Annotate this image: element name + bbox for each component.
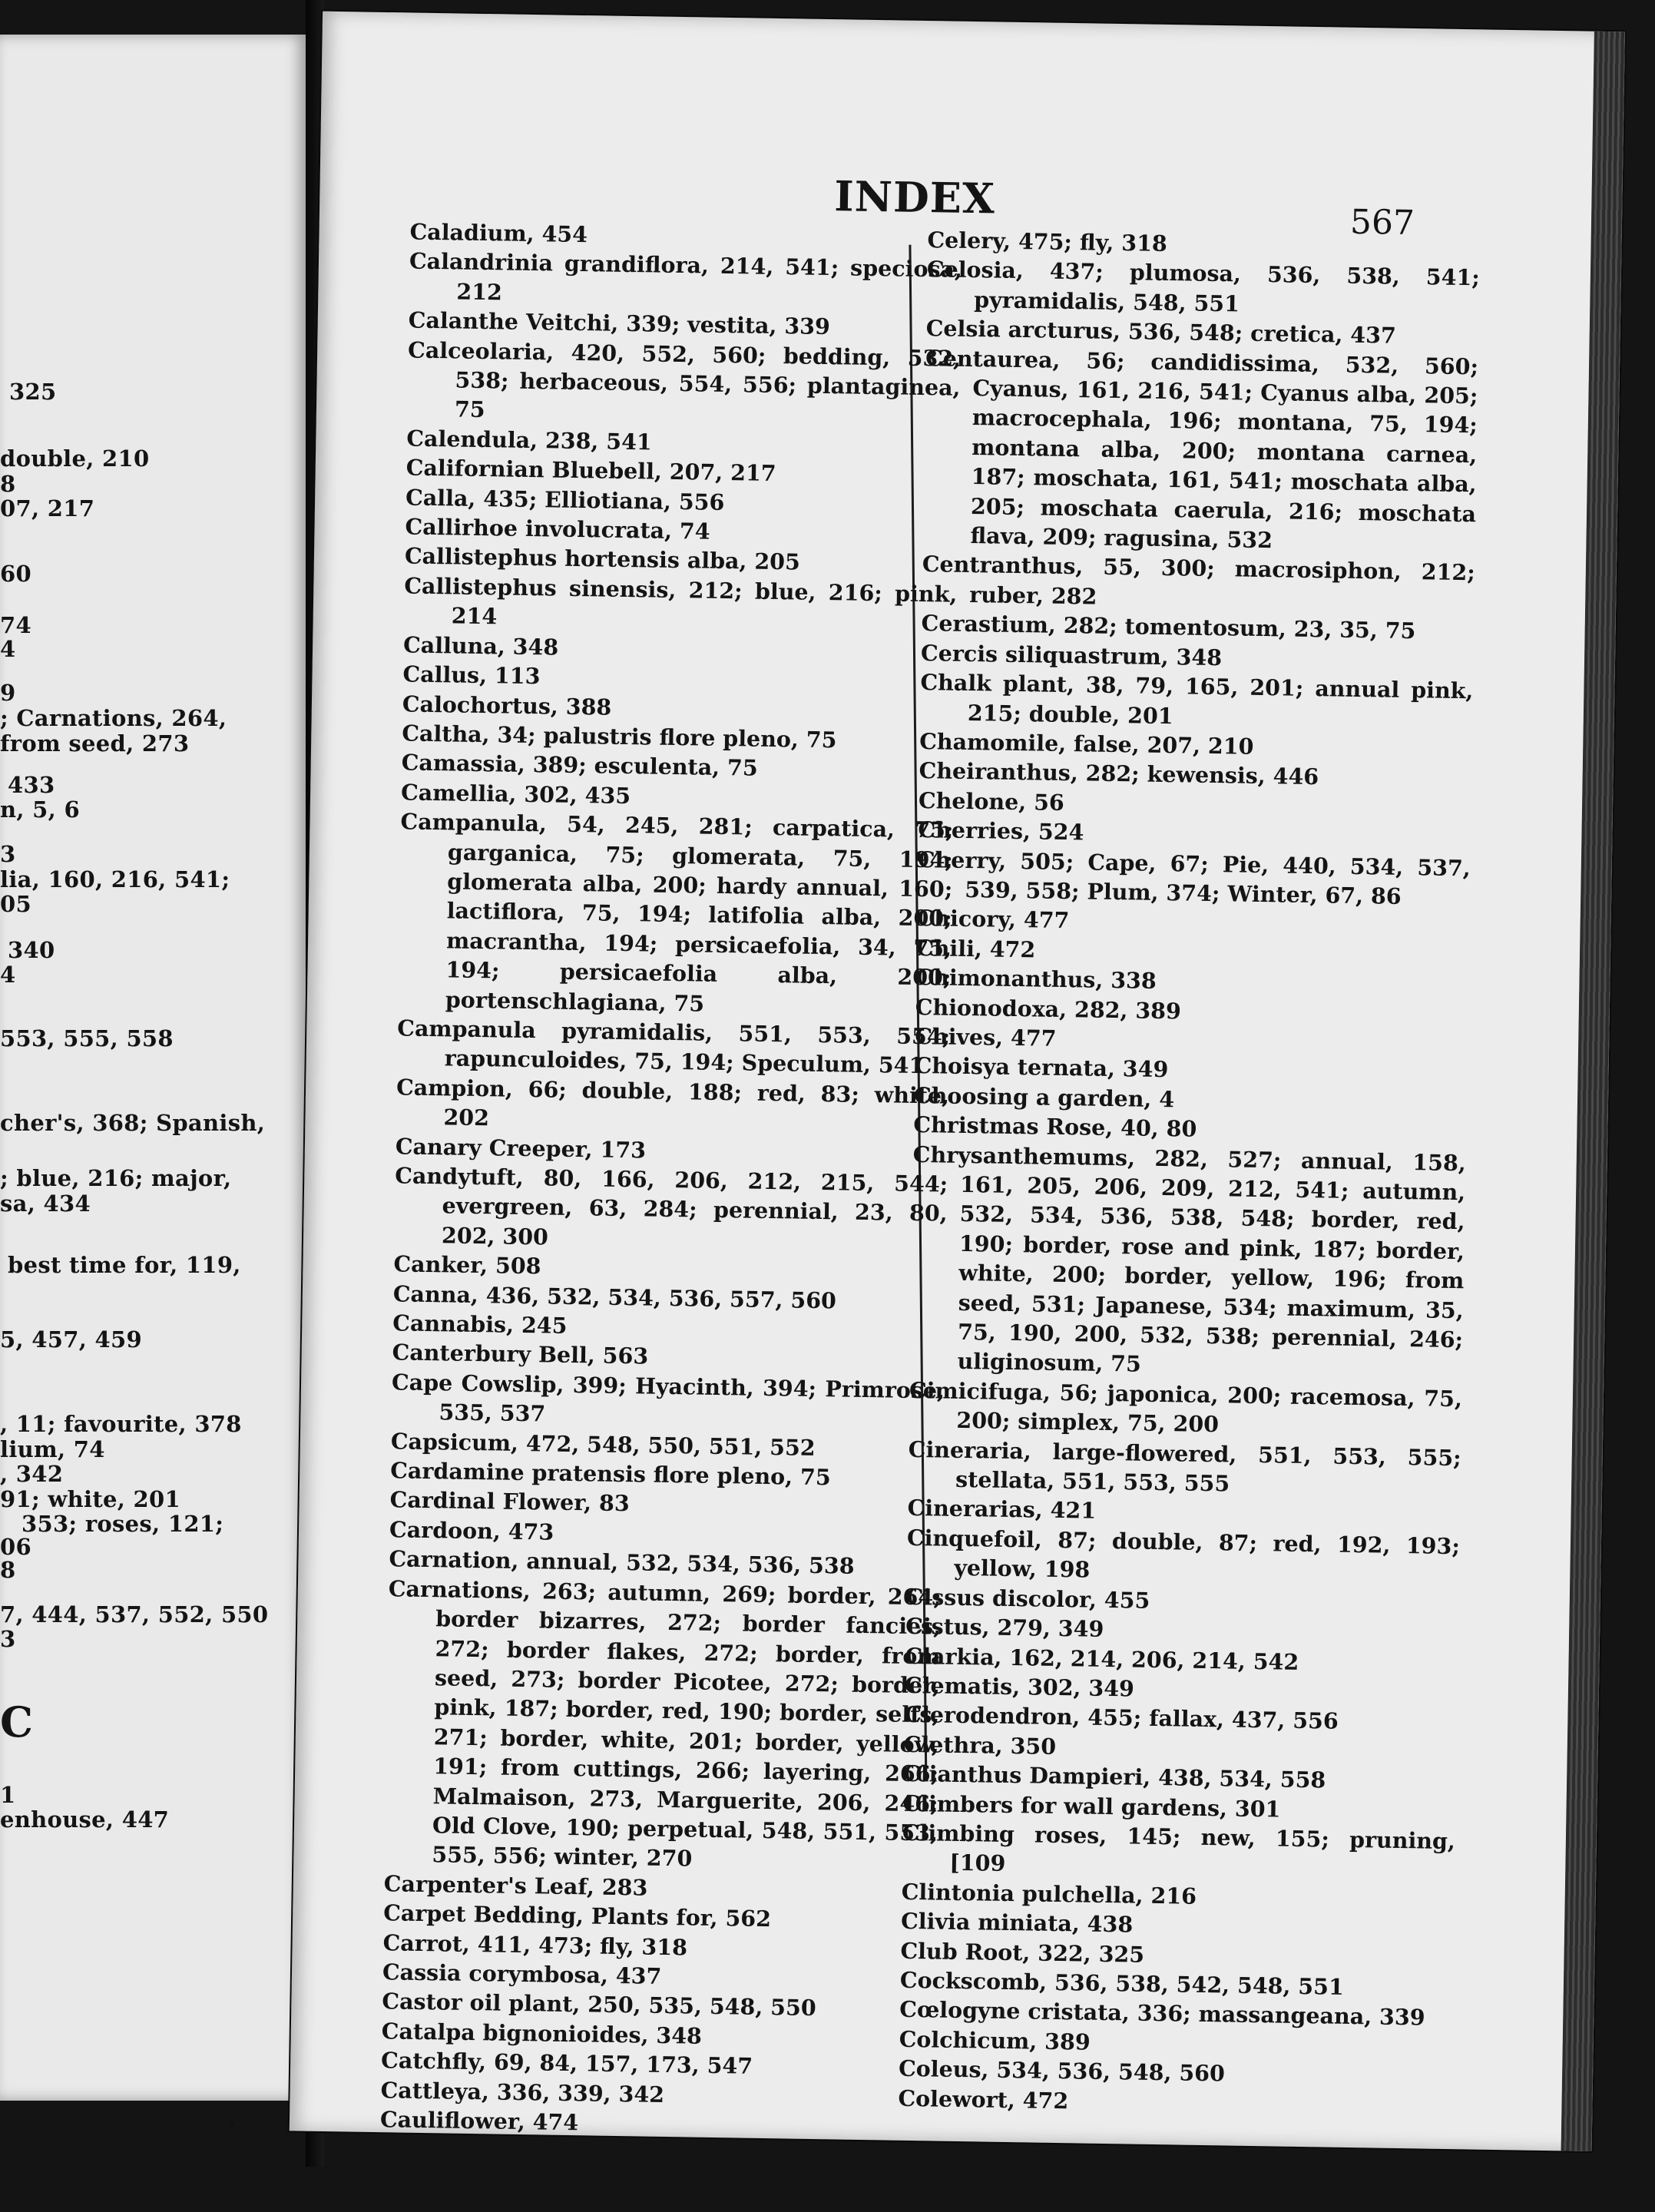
facing-page-line: 9	[0, 680, 16, 706]
page-edge-stack	[1561, 31, 1625, 2151]
facing-page-line: 353; roses, 121;	[22, 1511, 224, 1537]
facing-page-line: lium, 74	[0, 1436, 105, 1462]
index-entry: Calendula, 238, 541	[406, 425, 653, 455]
index-entry: Californian Bluebell, 207, 217	[405, 454, 776, 487]
index-entry: Cardoon, 473	[389, 1516, 554, 1545]
index-entry: Cherries, 524	[918, 816, 1084, 846]
facing-page-line: cher's, 368; Spanish,	[0, 1110, 266, 1136]
facing-page-line: 74	[0, 612, 31, 638]
facing-page-line: 05	[0, 891, 31, 917]
facing-page-line: 5, 457, 459	[0, 1326, 142, 1353]
index-entry: Cardinal Flower, 83	[389, 1486, 630, 1517]
facing-page-line: 91; white, 201	[0, 1486, 180, 1512]
index-entry: Clethra, 350	[903, 1730, 1057, 1760]
index-entry: Carrot, 411, 473; fly, 318	[382, 1929, 688, 1961]
index-entry: Cistus, 279, 349	[905, 1612, 1104, 1643]
index-entry: Camellia, 302, 435	[400, 779, 631, 809]
index-entry: Chionodoxa, 282, 389	[915, 993, 1182, 1024]
index-entry: Canna, 436, 532, 534, 536, 557, 560	[392, 1280, 837, 1314]
index-entry: Chives, 477	[914, 1022, 1057, 1051]
index-entry: Calanthe Veitchi, 339; vestita, 339	[408, 306, 831, 340]
index-entry: Chili, 472	[915, 934, 1036, 963]
index-entry: Castor oil plant, 250, 535, 548, 550	[382, 1988, 816, 2022]
index-entry: Campanula pyramidalis, 551, 553, 554; rapunculoides, 75, 194; Speculum, 541	[397, 1015, 951, 1079]
facing-page-line: 4	[0, 962, 16, 988]
index-entry: Chimonanthus, 338	[915, 964, 1157, 995]
index-entry: Carpet Bedding, Plants for, 562	[382, 1899, 772, 1932]
index-entry: Clarkia, 162, 214, 206, 214, 542	[905, 1642, 1299, 1675]
index-entry: Calluna, 348	[402, 631, 559, 661]
index-entry: Canker, 508	[393, 1250, 541, 1280]
index-entry: Cheiranthus, 282; kewensis, 446	[919, 757, 1319, 790]
index-entry: Carnation, annual, 532, 534, 536, 538	[389, 1545, 855, 1580]
facing-page-line: 3	[0, 841, 16, 867]
index-entry: Chamomile, false, 207, 210	[919, 727, 1254, 760]
index-entry: Callus, 113	[402, 661, 541, 690]
index-entry: Cœlogyne cristata, 336; massangeana, 339	[899, 1996, 1425, 2031]
index-entry: Climbing roses, 145; new, 155; pruning, [109	[902, 1819, 1456, 1877]
index-entry: Caltha, 34; palustris flore pleno, 75	[402, 720, 837, 753]
index-entry: Cinerarias, 421	[907, 1495, 1097, 1525]
facing-page-line: 8	[0, 1557, 16, 1583]
index-entry: Carpenter's Leaf, 283	[383, 1869, 648, 1901]
index-entry: Chalk plant, 38, 79, 165, 201; annual pink, 215; double, 201	[920, 669, 1474, 729]
index-entry: Chelone, 56	[918, 786, 1065, 816]
index-entry: Cissus discolor, 455	[905, 1583, 1150, 1614]
index-page	[290, 12, 1625, 2194]
index-entry: Canterbury Bell, 563	[392, 1339, 649, 1369]
index-entry: Clivia miniata, 438	[900, 1907, 1134, 1938]
facing-page-line: 7, 444, 537, 552, 550	[0, 1601, 269, 1628]
index-entry: Carnations, 263; autumn, 269; border, 264; border bizarres, 272; border fancies, 272; border flakes, 272; border, from seed, 273; border Picotee, 272; border, pink, 187; border, red, 190; border, selfs, 271; border, white, 201; border, yellow, 191; from cuttings, 266; layering, 266; Malmaison, 273, Marguerite, 206, 246; Old Clove, 190; perpetual, 548, 551, 553, 555, 556; winter, 270	[388, 1575, 942, 1872]
index-entry: Clerodendron, 455; fallax, 437, 556	[904, 1701, 1339, 1735]
facing-page-line: enhouse, 447	[0, 1806, 170, 1833]
facing-page-line: 60	[0, 561, 31, 587]
facing-page-line: 433	[8, 772, 55, 798]
facing-page-line: lia, 160, 216, 541;	[0, 866, 230, 892]
index-entry: Celery, 475; fly, 318	[927, 227, 1168, 257]
index-entry: Callistephus sinensis, 212; blue, 216; pink, 214	[404, 572, 958, 630]
facing-page-line: 8	[0, 471, 16, 497]
facing-page-line: ; blue, 216; major,	[0, 1165, 232, 1191]
index-entry: Centranthus, 55, 300; macrosiphon, 212; ruber, 282	[922, 551, 1476, 610]
index-entry: Coleus, 534, 536, 548, 560	[898, 2055, 1226, 2087]
facing-page-left	[0, 35, 306, 2101]
index-entry: Calceolaria, 420, 552, 560; bedding, 532, 538; herbaceous, 554, 556; plantaginea, 75	[407, 336, 962, 423]
index-entry: Caladium, 454	[409, 218, 588, 248]
index-entry: Cattleya, 336, 339, 342	[380, 2076, 665, 2108]
facing-page-line: , 342	[0, 1461, 64, 1487]
facing-page-line: 325	[9, 379, 57, 405]
index-entry: Cimicifuga, 56; japonica, 200; racemosa, 75, 200; simplex, 75, 200	[909, 1376, 1463, 1438]
facing-page-line: 340	[8, 937, 55, 963]
facing-page-line: 07, 217	[0, 495, 95, 522]
facing-page-line: double, 210	[0, 445, 150, 472]
index-entry: Clintonia pulchella, 216	[901, 1878, 1197, 1909]
facing-page-line: , 11; favourite, 378	[0, 1411, 242, 1437]
index-entry: Candytuft, 80, 166, 206, 212, 215, 544; evergreen, 63, 284; perennial, 23, 80, 202, 300	[395, 1162, 948, 1250]
index-entry: Ceanothus, 302, 348	[379, 2135, 632, 2166]
index-entry: Catchfly, 69, 84, 157, 173, 547	[380, 2047, 753, 2079]
index-entry: Colewort, 472	[898, 2085, 1069, 2114]
facing-page-line: 3	[0, 1626, 16, 1652]
facing-page-section-letter: C	[0, 1697, 33, 1747]
index-entry: Cedar, 377	[379, 2165, 511, 2194]
facing-page-line: best time for, 119,	[8, 1252, 241, 1278]
index-column-right	[898, 225, 1481, 2121]
index-entry: Callistephus hortensis alba, 205	[404, 542, 801, 576]
print-speck	[230, 2121, 235, 2128]
index-entry: Capsicum, 472, 548, 550, 551, 552	[390, 1427, 816, 1461]
facing-page-line: ; Carnations, 264,	[0, 705, 227, 731]
index-entry: Cinquefoil, 87; double, 87; red, 192, 193; yellow, 198	[906, 1524, 1461, 1583]
index-entry: Cockscomb, 536, 538, 542, 548, 551	[899, 1966, 1345, 2000]
index-entry: Campion, 66; double, 188; red, 83; white, 202	[396, 1074, 950, 1131]
index-entry: Cherry, 505; Cape, 67; Pie, 440, 534, 537, 539, 558; Plum, 374; Winter, 67, 86	[917, 846, 1471, 909]
index-entry: Centaurea, 56; candidissima, 532, 560; Cyanus, 161, 216, 541; Cyanus alba, 205; macrocephala, 196; montana, 75, 194; montana alba, 200; montana carnea, 187; moschata, 161, 541; moschata alba, 205; moschata caerula, 216; moschata flava, 209; ragusina, 532	[925, 344, 1479, 554]
index-entry: Canary Creeper, 173	[395, 1132, 647, 1164]
page-number: 567	[1349, 202, 1415, 243]
facing-page-line: 1	[0, 1782, 16, 1808]
index-entry: Cardamine pratensis flore pleno, 75	[390, 1457, 831, 1491]
index-entry: Campanula, 54, 245, 281; carpatica, 75; garganica, 75; glomerata, 75, 194; glomerata alba, 200; hardy annual, 160; lactiflora, 75, 194; latifolia alba, 200; macrantha, 194; persicaefolia, 34, 75, 194; persicaefolia alba, 200; portenschlagiana, 75	[400, 808, 954, 1017]
facing-page-line: sa, 434	[0, 1190, 91, 1217]
index-entry: Cercis siliquastrum, 348	[920, 639, 1223, 671]
index-entry: Cineraria, large-flowered, 551, 553, 555; stellata, 551, 553, 555	[908, 1435, 1461, 1497]
facing-page-line: from seed, 273	[0, 730, 190, 757]
index-entry: Cauliflower, 474	[379, 2106, 579, 2136]
index-entry: Cerastium, 282; tomentosum, 23, 35, 75	[921, 610, 1416, 644]
index-entry: Calochortus, 388	[402, 690, 612, 720]
facing-page-line: n, 5, 6	[0, 796, 80, 823]
facing-page-line: 06	[0, 1534, 31, 1560]
index-entry: Calla, 435; Elliotiana, 556	[405, 484, 725, 515]
index-entry: Club Root, 322, 325	[900, 1937, 1145, 1968]
index-entry: Camassia, 389; esculenta, 75	[401, 749, 758, 782]
facing-page-line: 553, 555, 558	[0, 1025, 174, 1051]
index-entry: Cape Cowslip, 399; Hyacinth, 394; Primrose, 535, 537	[391, 1369, 945, 1427]
index-entry: Choisya ternata, 349	[914, 1052, 1169, 1083]
index-entry: Celsia arcturus, 536, 548; cretica, 437	[925, 315, 1397, 349]
page-title: INDEX	[833, 171, 996, 224]
index-entry: Celosia, 437; plumosa, 536, 538, 541; pyramidalis, 548, 551	[926, 256, 1481, 317]
index-entry: Colchicum, 389	[899, 2025, 1091, 2055]
facing-page-line: 4	[0, 636, 16, 662]
index-entry: Chrysanthemums, 282, 527; annual, 158, 161, 205, 206, 209, 212, 541; autumn, 532, 534, 536, 538, 548; border, red, 190; border, rose and pink, 187; border, white, 200; border, yellow, 196; from seed, 531; Japanese, 534; maximum, 35, 75, 190, 200, 532, 538; perennial, 246; uliginosum, 75	[912, 1141, 1467, 1378]
index-entry: Christmas Rose, 40, 80	[913, 1111, 1197, 1142]
index-column-left	[379, 217, 962, 2202]
index-entry: Catalpa bignonioides, 348	[381, 2017, 703, 2049]
index-entry: Callirhoe involucrata, 74	[405, 513, 710, 545]
index-entry: Calandrinia grandiflora, 214, 541; speciosa, 212	[409, 247, 963, 306]
index-entry: Clematis, 302, 349	[904, 1671, 1135, 1702]
index-entry: Chicory, 477	[916, 905, 1070, 934]
index-entry: Cannabis, 245	[392, 1310, 568, 1339]
index-entry: Clianthus Dampieri, 438, 534, 558	[902, 1760, 1326, 1793]
index-entry: Cassia corymbosa, 437	[382, 1959, 662, 1989]
index-entry: Choosing a garden, 4	[913, 1081, 1175, 1113]
index-entry: Climbers for wall gardens, 301	[902, 1790, 1281, 1823]
